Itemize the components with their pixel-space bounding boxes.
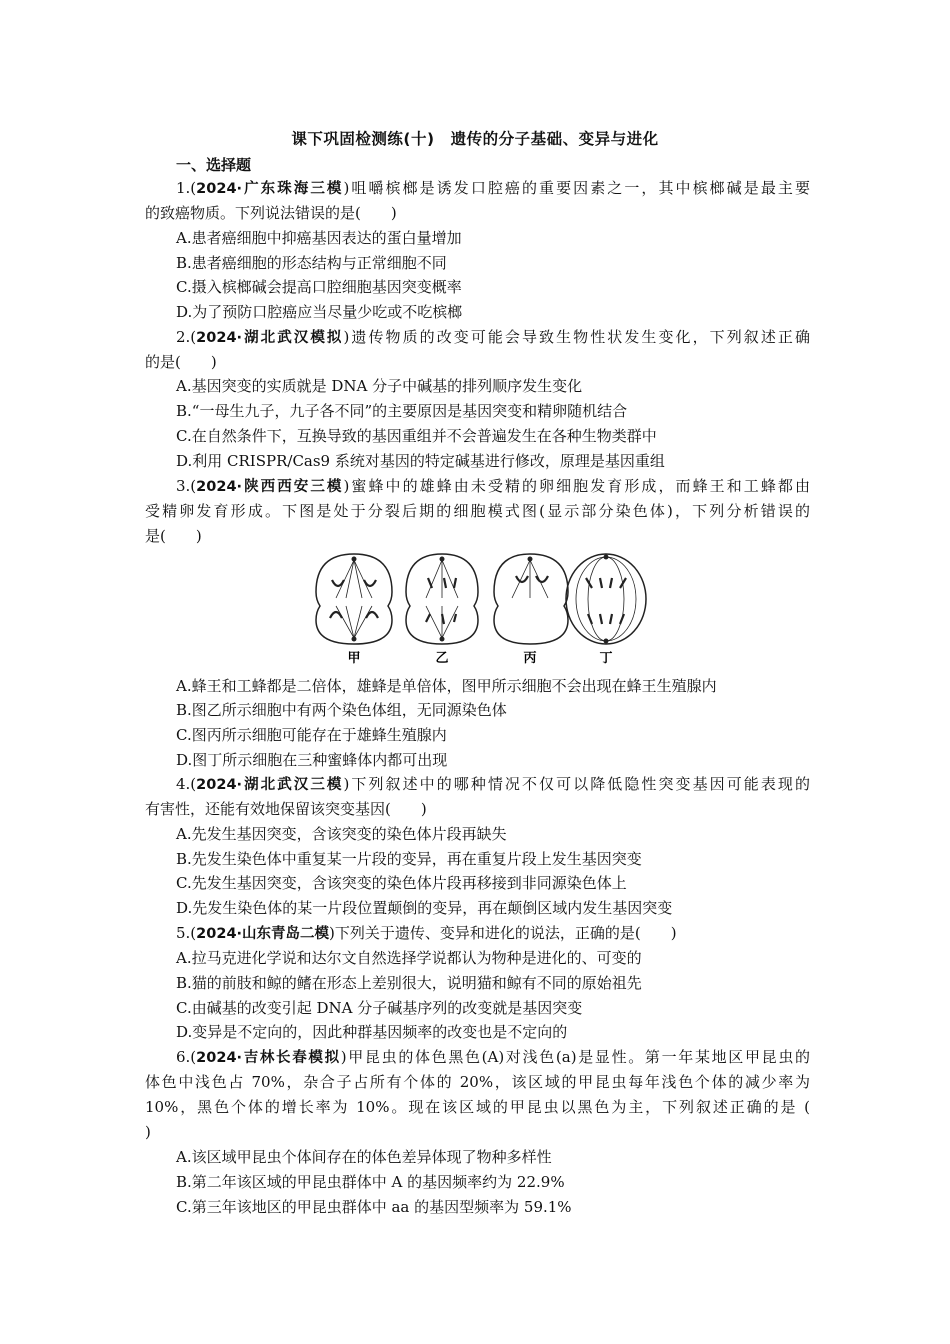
q6-stem-line-1: 6.(2024·吉林长春模拟)甲昆虫的体色黑色(A)对浅色(a)是显性。第一年某地区甲昆虫的: [176, 1048, 810, 1066]
cell-yi: [406, 554, 478, 644]
q3-stem-line-1: 3.(2024·陕西西安三模)蜜蜂中的雄蜂由未受精的卵细胞发育形成，而蜂王和工蜂都由: [176, 477, 810, 495]
cell-division-figure: [306, 548, 656, 670]
q4-option-a: A.先发生基因突变，含该突变的染色体片段再缺失: [176, 825, 507, 843]
q5-stem-line-1: 5.(2024·山东青岛二模)下列关于遗传、变异和进化的说法，正确的是( ): [176, 924, 677, 942]
q4-option-c: C.先发生基因突变，含该突变的染色体片段再移接到非同源染色体上: [176, 874, 627, 892]
cell-jia: [316, 554, 392, 644]
q1-option-a: A.患者癌细胞中抑癌基因表达的蛋白量增加: [176, 229, 462, 247]
q3-source: 2024·陕西西安三模: [196, 479, 344, 495]
q4-option-d: D.先发生染色体的某一片段位置颠倒的变异，再在颠倒区域内发生基因突变: [176, 899, 673, 917]
q3-option-b: B.图乙所示细胞中有两个染色体组，无同源染色体: [176, 701, 507, 719]
figure-label-ding: 丁: [599, 651, 613, 666]
q3-option-a: A.蜂王和工蜂都是二倍体，雄蜂是单倍体，图甲所示细胞不会出现在蜂王生殖腺内: [176, 677, 717, 695]
q5-option-d: D.变异是不定向的，因此种群基因频率的改变也是不定向的: [176, 1023, 568, 1041]
cell-bing: [494, 554, 568, 644]
q2-source: 2024·湖北武汉模拟: [196, 330, 344, 346]
figure-label-yi: 乙: [435, 651, 449, 666]
q5-source: 2024·山东青岛二模: [196, 926, 330, 942]
page-title: 课下巩固检测练(十) 遗传的分子基础、变异与进化: [291, 130, 659, 148]
q3-stem-line-2: 受精卵发育形成。下图是处于分裂后期的细胞模式图(显示部分染色体)，下列分析错误的: [145, 502, 810, 520]
q6-option-a: A.该区域甲昆虫个体间存在的体色差异体现了物种多样性: [176, 1148, 552, 1166]
q6-stem-line-2: 体色中浅色占 70%，杂合子占所有个体的 20%，该区域的甲昆虫每年浅色个体的减少率为: [145, 1073, 810, 1091]
q2-option-c: C.在自然条件下，互换导致的基因重组并不会普遍发生在各种生物类群中: [176, 427, 657, 445]
q4-source: 2024·湖北武汉三模: [196, 777, 344, 793]
q5-option-b: B.猫的前肢和鲸的鳍在形态上差别很大，说明猫和鲸有不同的原始祖先: [176, 974, 642, 992]
figure-label-jia: 甲: [347, 651, 361, 666]
section-heading: 一、选择题: [176, 156, 252, 174]
q6-option-c: C.第三年该地区的甲昆虫群体中 aa 的基因型频率为 59.1%: [176, 1198, 572, 1216]
q6-option-b: B.第二年该区域的甲昆虫群体中 A 的基因频率约为 22.9%: [176, 1173, 565, 1191]
q3-option-d: D.图丁所示细胞在三种蜜蜂体内都可出现: [176, 751, 448, 769]
q6-stem-line-4: ): [145, 1123, 151, 1141]
q2-option-d: D.利用 CRISPR/Cas9 系统对基因的特定碱基进行修改，原理是基因重组: [176, 452, 665, 470]
q5-option-c: C.由碱基的改变引起 DNA 分子碱基序列的改变就是基因突变: [176, 999, 583, 1017]
q3-option-c: C.图丙所示细胞可能存在于雄蜂生殖腺内: [176, 726, 447, 744]
q6-stem-line-3: 10%，黑色个体的增长率为 10%。现在该区域的甲昆虫以黑色为主，下列叙述正确的是 (: [145, 1098, 810, 1116]
q1-option-d: D.为了预防口腔癌应当尽量少吃或不吃槟榔: [176, 303, 463, 321]
q2-option-b: B.“一母生九子，九子各不同”的主要原因是基因突变和精卵随机结合: [176, 402, 628, 420]
q3-stem-line-3: 是( ): [145, 527, 202, 545]
q4-stem-line-2: 有害性，还能有效地保留该突变基因( ): [145, 800, 427, 818]
q2-stem-line-2: 的是( ): [145, 353, 217, 371]
q1-stem-line-1: 1.(2024·广东珠海三模)咀嚼槟榔是诱发口腔癌的重要因素之一，其中槟榔碱是最主要: [176, 179, 810, 197]
q6-source: 2024·吉林长春模拟: [196, 1050, 341, 1066]
q2-stem-line-1: 2.(2024·湖北武汉模拟)遗传物质的改变可能会导致生物性状发生变化，下列叙述正确: [176, 328, 810, 346]
q1-stem-line-2: 的致癌物质。下列说法错误的是( ): [145, 204, 397, 222]
q2-option-a: A.基因突变的实质就是 DNA 分子中碱基的排列顺序发生变化: [176, 377, 583, 395]
q1-option-c: C.摄入槟榔碱会提高口腔细胞基因突变概率: [176, 278, 462, 296]
q1-source: 2024·广东珠海三模: [196, 181, 344, 197]
cell-ding: [566, 554, 646, 644]
q4-stem-line-1: 4.(2024·湖北武汉三模)下列叙述中的哪种情况不仅可以降低隐性突变基因可能表现的: [176, 775, 810, 793]
q1-option-b: B.患者癌细胞的形态结构与正常细胞不同: [176, 254, 447, 272]
q5-option-a: A.拉马克进化学说和达尔文自然选择学说都认为物种是进化的、可变的: [176, 949, 642, 967]
q4-option-b: B.先发生染色体中重复某一片段的变异，再在重复片段上发生基因突变: [176, 850, 642, 868]
figure-label-bing: 丙: [523, 651, 537, 666]
